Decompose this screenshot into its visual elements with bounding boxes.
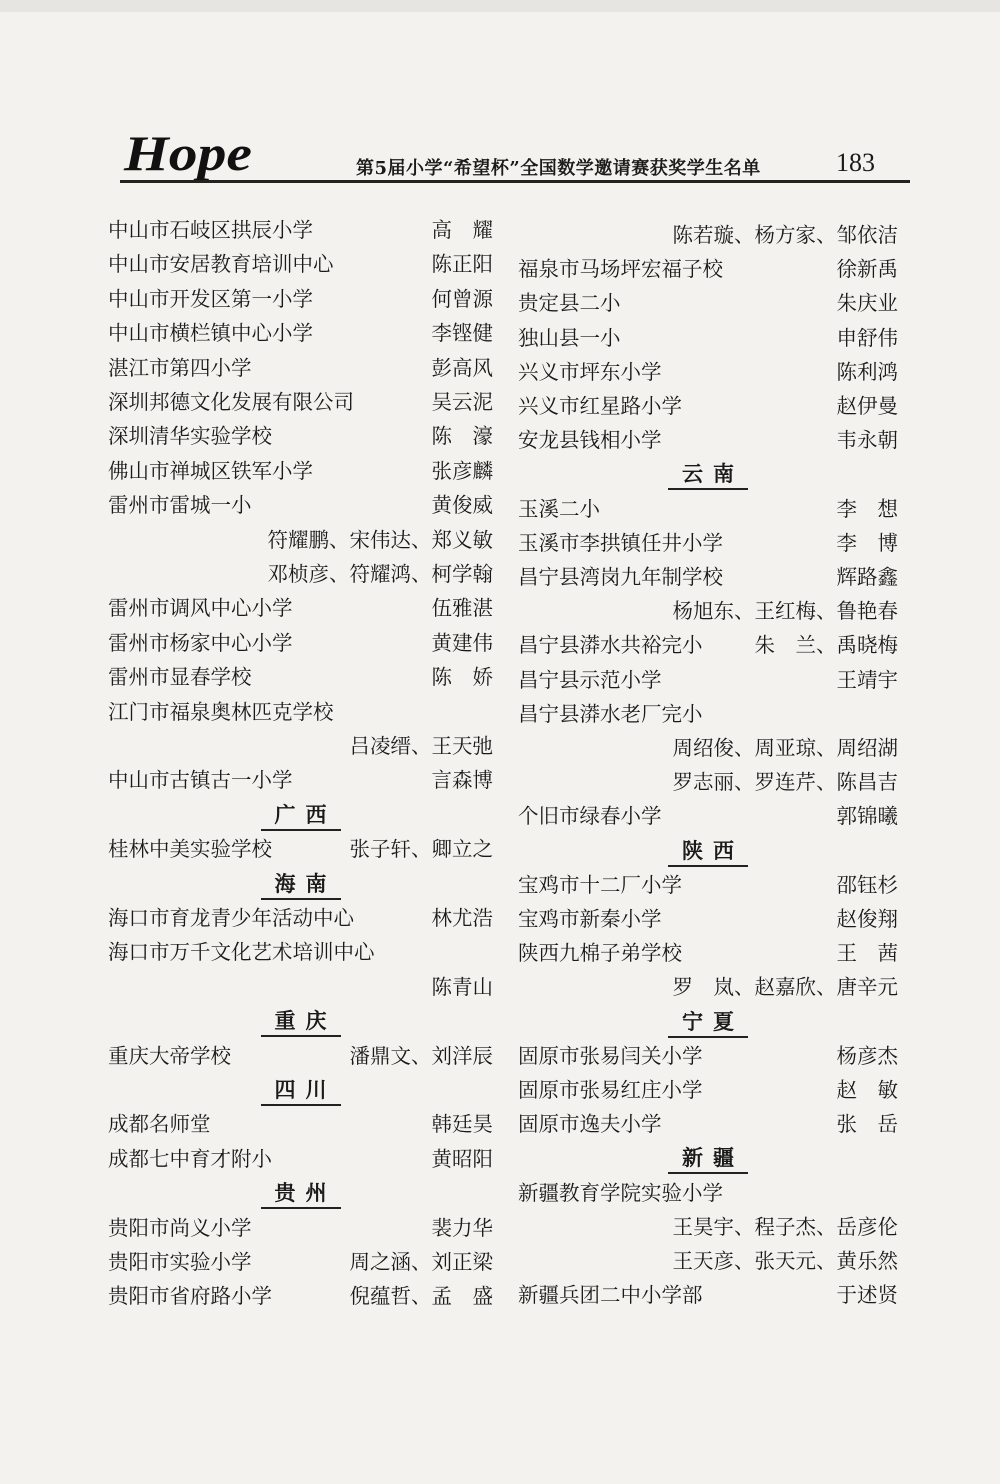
school-entry [108, 626, 493, 660]
school-name: 兴义市坪东小学 [518, 359, 662, 384]
student-names-line [108, 970, 493, 1004]
region-heading [108, 867, 493, 901]
student-names: 朱庆业 [836, 291, 898, 316]
region-heading [518, 1005, 898, 1039]
student-names: 符耀鹏、宋伟达、郑义敏 [267, 527, 493, 552]
student-names: 李铿健 [431, 321, 493, 346]
school-entry [518, 868, 898, 902]
student-names-line [108, 729, 493, 763]
school-entry [108, 763, 493, 797]
student-names: 赵伊曼 [836, 394, 898, 418]
school-name: 贵阳市实验小学 [108, 1250, 252, 1274]
student-names: 罗志丽、罗连芹、陈昌吉 [672, 770, 898, 795]
student-names: 王 茜 [836, 941, 898, 966]
student-names: 林尤浩 [431, 906, 493, 930]
student-names: 吴云泥 [431, 390, 493, 414]
school-entry [108, 660, 493, 694]
school-entry [518, 355, 898, 389]
region-label: 广西 [261, 801, 341, 831]
region-heading [108, 1004, 493, 1038]
school-entry [518, 526, 898, 560]
school-entry [518, 697, 898, 731]
school-name: 兴义市红星路小学 [518, 394, 682, 418]
school-name: 宝鸡市新秦小学 [518, 907, 662, 931]
student-names-line [518, 218, 898, 252]
region-label: 宁夏 [668, 1008, 748, 1038]
student-names: 张彦麟 [431, 458, 493, 483]
school-entry [108, 419, 493, 453]
school-name: 固原市张易红庄小学 [518, 1078, 703, 1102]
school-name: 昌宁县湾岗九年制学校 [518, 565, 723, 589]
region-label: 四川 [261, 1076, 341, 1106]
school-name: 贵阳市尚义小学 [108, 1215, 252, 1240]
school-entry [108, 488, 493, 522]
student-names: 李 博 [836, 530, 898, 555]
school-entry [518, 389, 898, 423]
school-entry [518, 286, 898, 320]
student-names: 王靖宇 [836, 667, 898, 692]
school-name: 昌宁县漭水老厂完小 [518, 701, 703, 726]
school-entry [518, 1278, 898, 1312]
student-names: 黄建伟 [431, 630, 493, 655]
school-name: 深圳邦德文化发展有限公司 [108, 390, 354, 414]
student-names: 何曾源 [431, 286, 493, 311]
school-entry [518, 902, 898, 936]
school-entry [108, 282, 493, 316]
student-names-line [518, 970, 898, 1004]
region-label: 新疆 [668, 1144, 748, 1174]
school-entry [518, 799, 898, 833]
school-entry [518, 1176, 898, 1210]
school-entry [108, 1039, 493, 1073]
school-name: 重庆大帝学校 [108, 1043, 231, 1068]
school-name: 中山市横栏镇中心小学 [108, 321, 313, 346]
school-name: 独山县一小 [518, 325, 621, 350]
page-header [120, 118, 890, 198]
school-name: 固原市逸夫小学 [518, 1112, 662, 1137]
student-names: 邵钰杉 [836, 872, 898, 897]
region-heading [108, 1073, 493, 1107]
school-name: 安龙县钱相小学 [518, 428, 662, 453]
page-top-edge [0, 0, 1000, 12]
school-name: 中山市石岐区拱辰小学 [108, 218, 313, 242]
region-heading [108, 1176, 493, 1210]
school-name: 昌宁县漭水共裕完小 [518, 633, 703, 658]
student-names: 伍雅湛 [431, 596, 493, 621]
student-names-line [518, 594, 898, 628]
school-name: 昌宁县示范小学 [518, 667, 662, 692]
school-entry [108, 832, 493, 866]
student-names: 杨旭东、王红梅、鲁艳春 [672, 599, 898, 624]
school-entry [108, 213, 493, 247]
student-names: 韦永朝 [836, 428, 898, 453]
student-names: 邓桢彦、符耀鸿、柯学翰 [267, 562, 493, 586]
school-name: 玉溪市李拱镇任井小学 [518, 530, 723, 555]
school-entry [518, 936, 898, 970]
student-names-line [518, 1210, 898, 1244]
student-names: 陈正阳 [431, 252, 493, 277]
student-names: 辉路鑫 [836, 565, 898, 589]
school-entry [108, 1142, 493, 1176]
school-name: 宝鸡市十二厂小学 [518, 872, 682, 897]
student-names: 韩廷昊 [431, 1112, 493, 1137]
student-names: 徐新禹 [836, 257, 898, 282]
student-names: 申舒伟 [836, 325, 898, 350]
school-name: 桂林中美实验学校 [108, 837, 272, 862]
student-names: 高 耀 [431, 218, 493, 242]
school-name: 雷州市雷城一小 [108, 493, 252, 518]
school-name: 新疆教育学院实验小学 [518, 1180, 723, 1205]
school-name: 成都七中育才附小 [108, 1146, 272, 1171]
school-name: 海口市万千文化艺术培训中心 [108, 940, 375, 965]
student-names-line [108, 557, 493, 591]
student-names: 陈青山 [431, 974, 493, 999]
student-names: 张 岳 [836, 1112, 898, 1137]
school-name: 湛江市第四小学 [108, 355, 252, 380]
school-name: 个旧市绿春小学 [518, 804, 662, 829]
hope-logo [120, 124, 260, 180]
school-entry [518, 1039, 898, 1073]
student-names: 朱 兰、禹晓梅 [754, 633, 898, 658]
student-names: 彭高风 [431, 355, 493, 380]
school-entry [108, 316, 493, 350]
student-names: 罗 岚、赵嘉欣、唐辛元 [672, 975, 898, 1000]
school-entry [518, 321, 898, 355]
school-entry [108, 351, 493, 385]
school-entry [108, 247, 493, 281]
school-entry [108, 591, 493, 625]
student-names: 于述贤 [836, 1283, 898, 1308]
school-entry [108, 1107, 493, 1141]
student-names: 倪蕴哲、孟 盛 [349, 1284, 493, 1309]
school-entry [518, 1107, 898, 1141]
school-name: 雷州市显春学校 [108, 665, 252, 690]
region-label: 陕西 [668, 837, 748, 867]
student-names-line [518, 765, 898, 799]
school-entry [518, 1073, 898, 1107]
region-label: 海南 [261, 870, 341, 900]
school-entry [108, 385, 493, 419]
student-names-line [518, 1244, 898, 1278]
school-name: 雷州市调风中心小学 [108, 596, 293, 621]
school-name: 中山市安居教育培训中心 [108, 252, 334, 277]
school-name: 贵定县二小 [518, 291, 621, 316]
school-entry [518, 423, 898, 457]
student-names: 黄昭阳 [431, 1146, 493, 1171]
svg-text:Hope: Hope [122, 125, 253, 180]
student-names: 吕凌缙、王天弛 [349, 734, 493, 758]
student-names: 周绍俊、周亚琼、周绍湖 [672, 736, 898, 760]
school-name: 佛山市禅城区铁军小学 [108, 458, 313, 483]
school-entry [108, 1279, 493, 1313]
school-name: 固原市张易闫关小学 [518, 1043, 703, 1068]
header-rule [120, 180, 910, 183]
school-name: 福泉市马场坪宏福子校 [518, 257, 723, 282]
student-names: 赵 敏 [836, 1078, 898, 1102]
student-names: 陈 娇 [431, 665, 493, 690]
school-name: 江门市福泉奥林匹克学校 [108, 699, 334, 724]
student-names: 陈利鸿 [836, 359, 898, 384]
school-name: 海口市育龙青少年活动中心 [108, 906, 354, 930]
school-entry [518, 252, 898, 286]
school-name: 雷州市杨家中心小学 [108, 630, 293, 655]
school-entry [518, 560, 898, 594]
student-names: 黄俊威 [431, 493, 493, 518]
school-name: 新疆兵团二中小学部 [518, 1283, 703, 1308]
school-name: 中山市开发区第一小学 [108, 286, 313, 311]
region-heading [518, 834, 898, 868]
school-name: 中山市古镇古一小学 [108, 768, 293, 793]
student-names: 赵俊翔 [836, 907, 898, 931]
student-names: 李 想 [836, 496, 898, 521]
page-title: 第5届小学“希望杯”全国数学邀请赛获奖学生名单 [356, 158, 761, 179]
region-label: 重庆 [261, 1007, 341, 1037]
student-names: 潘鼎文、刘洋辰 [349, 1043, 493, 1068]
student-names-line [108, 523, 493, 557]
school-name: 贵阳市省府路小学 [108, 1284, 272, 1309]
school-entry [108, 935, 493, 969]
student-names-line [518, 731, 898, 765]
school-name: 玉溪二小 [518, 496, 600, 521]
region-heading [108, 798, 493, 832]
page-number: 183 [836, 148, 875, 177]
school-entry [518, 663, 898, 697]
student-names: 陈若璇、杨方家、邹依洁 [672, 223, 898, 247]
region-label: 云南 [668, 460, 748, 490]
student-names: 言森博 [431, 768, 493, 793]
school-entry [518, 628, 898, 662]
school-entry [518, 492, 898, 526]
student-names: 裴力华 [431, 1215, 493, 1240]
region-heading [518, 457, 898, 491]
school-entry [108, 1211, 493, 1245]
region-heading [518, 1141, 898, 1175]
school-entry [108, 901, 493, 935]
region-label: 贵州 [261, 1179, 341, 1209]
school-name: 陕西九棉子弟学校 [518, 941, 682, 966]
school-entry [108, 1245, 493, 1279]
student-names: 郭锦曦 [836, 804, 898, 829]
school-entry [108, 454, 493, 488]
student-names: 周之涵、刘正梁 [349, 1250, 493, 1274]
student-names: 王天彦、张天元、黄乐然 [672, 1249, 898, 1273]
school-entry [108, 695, 493, 729]
student-names: 杨彦杰 [836, 1043, 898, 1068]
student-names: 王昊宇、程子杰、岳彦伦 [672, 1214, 898, 1239]
school-name: 深圳清华实验学校 [108, 424, 272, 449]
student-names: 张子轩、卿立之 [349, 837, 493, 862]
school-name: 成都名师堂 [108, 1112, 211, 1137]
student-names: 陈 濠 [431, 424, 493, 449]
